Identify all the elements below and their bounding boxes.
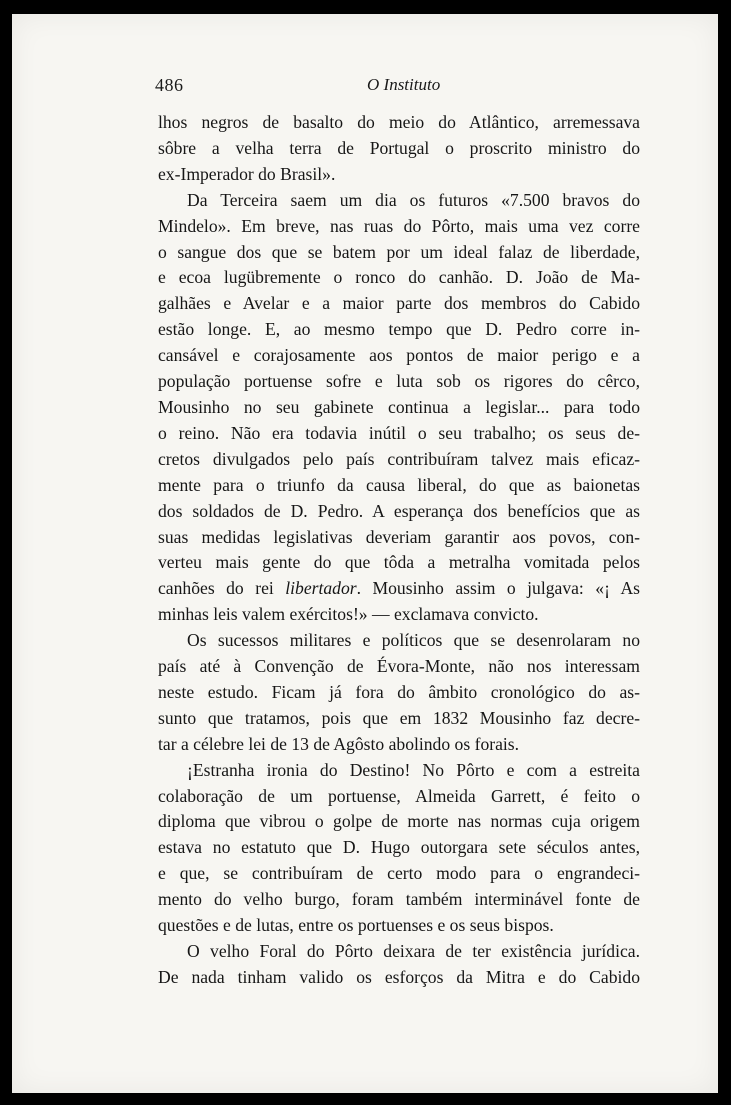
- text-line: lhos negros de basalto do meio do Atlântico, arremessava: [158, 112, 640, 132]
- running-title: O Instituto: [367, 75, 441, 94]
- text-line: sunto que tratamos, pois que em 1832 Mousinho faz decre-: [158, 707, 640, 728]
- text-line: De nada tinham valido os esforços da Mitra e do Cabido: [158, 966, 640, 987]
- text-line: o reino. Não era todavia inútil o seu trabalho; os seus de-: [158, 422, 640, 443]
- text-line: o sangue dos que se batem por um ideal falaz de liberdade,: [158, 241, 640, 262]
- text-line: cretos divulgados pelo país contribuíram talvez mais eficaz-: [158, 448, 640, 469]
- text-line: população portuense sofre e luta sob os rigores do cêrco,: [158, 371, 640, 392]
- text-line: sôbre a velha terra de Portugal o proscrito ministro do: [158, 137, 640, 158]
- text-line: Mousinho no seu gabinete continua a legislar... para todo: [158, 396, 640, 417]
- paragraph: [158, 628, 640, 758]
- text-line: questões e de lutas, entre os portuenses e os seus bispos.: [158, 915, 554, 936]
- text-line: O velho Foral do Pôrto deixara de ter existência jurídica.: [187, 941, 640, 961]
- text-line: e que, se contribuíram de certo modo para o engrandeci-: [158, 863, 640, 884]
- text-line: cansável e corajosamente aos pontos de maior perigo e a: [158, 345, 640, 366]
- text-line: mento do velho burgo, foram também interminável fonte de: [158, 889, 640, 910]
- paragraph: [158, 188, 640, 628]
- text-line: dos soldados de D. Pedro. A esperança dos benefícios que as: [158, 500, 640, 521]
- text-line: ¡Estranha ironia do Destino! No Pôrto e com a estreita: [187, 759, 640, 780]
- body-text: [158, 110, 640, 991]
- page-number: 486: [155, 75, 184, 95]
- text-line: galhães e Avelar e a maior parte dos membros do Cabido: [158, 293, 640, 314]
- text-line: mente para o triunfo da causa liberal, do que as baionetas: [158, 474, 640, 495]
- text-line: diploma que vibrou o golpe de morte nas normas cuja origem: [158, 811, 640, 832]
- text-line: Mindelo». Em breve, nas ruas do Pôrto, mais uma vez corre: [158, 215, 640, 236]
- text-line: tar a célebre lei de 13 de Agôsto abolindo os forais.: [158, 733, 520, 754]
- page-header: [155, 75, 644, 103]
- text-line: país até à Convenção de Évora-Monte, não nos interessam: [158, 656, 640, 677]
- paragraph: [158, 939, 640, 991]
- text-line: Os sucessos militares e políticos que se desenrolaram no: [187, 630, 640, 651]
- paragraph: [158, 758, 640, 939]
- text-line: neste estudo. Ficam já fora do âmbito cronológico do as-: [158, 681, 640, 702]
- text-line: ex-Imperador do Brasil».: [158, 163, 336, 184]
- text-line: estava no estatuto que D. Hugo outorgara sete séculos antes,: [158, 837, 640, 858]
- text-line: estão longe. E, ao mesmo tempo que D. Pedro corre in-: [158, 319, 640, 340]
- paragraph: [158, 110, 640, 188]
- text-line: suas medidas legislativas deveriam garantir aos povos, con-: [158, 526, 640, 547]
- book-page: [12, 14, 718, 1093]
- text-line: Da Terceira saem um dia os futuros «7.500 bravos do: [187, 189, 640, 210]
- text-line: minhas leis valem exércitos!» — exclamava convicto.: [158, 604, 539, 625]
- text-line: canhões do rei libertador. Mousinho assim o julgava: «¡ As: [158, 578, 641, 599]
- text-line: verteu mais gente do que tôda a metralha vomitada pelos: [158, 552, 640, 573]
- text-line: e ecoa lugübremente o ronco do canhão. D. João de Ma-: [158, 267, 640, 288]
- text-line: colaboração de um portuense, Almeida Garrett, é feito o: [158, 785, 640, 806]
